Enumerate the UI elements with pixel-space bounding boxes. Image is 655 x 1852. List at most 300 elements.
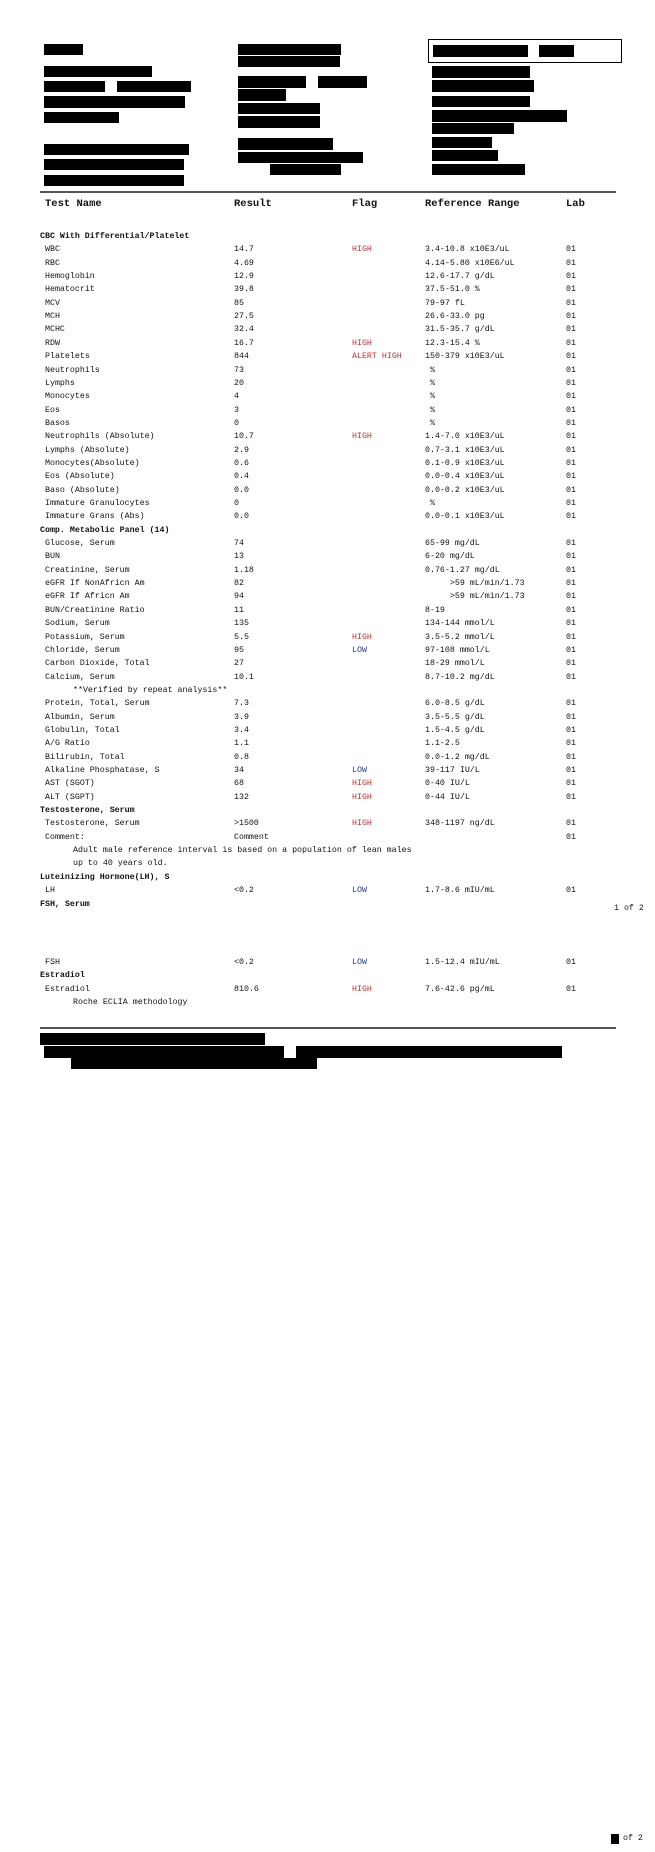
col-header-lab: Lab — [566, 198, 585, 210]
result-value: Comment — [234, 832, 269, 842]
reference-range: 8.7-10.2 mg/dL — [425, 672, 495, 682]
test-name: MCH — [45, 312, 60, 322]
lab-code: 01 — [566, 458, 576, 468]
section-title: Luteinizing Hormone(LH), S — [40, 872, 170, 882]
lab-code: 01 — [566, 552, 576, 562]
note-text: **Verified by repeat analysis** — [73, 685, 228, 695]
result-row — [40, 243, 640, 256]
test-name: Platelets — [45, 352, 90, 362]
result-value: 11 — [234, 605, 244, 615]
result-value: 3.9 — [234, 712, 249, 722]
lab-code: 01 — [566, 752, 576, 762]
lab-code: 01 — [566, 766, 576, 775]
reference-range: 97-108 mmol/L — [425, 645, 490, 655]
result-value: 0.8 — [234, 752, 249, 762]
test-name: Immature Grans (Abs) — [45, 512, 145, 522]
lab-code: 01 — [566, 258, 576, 268]
lab-code: 01 — [566, 325, 576, 335]
result-value: 68 — [234, 779, 244, 789]
redacted-block — [238, 56, 340, 67]
test-name: Globulin, Total — [45, 725, 120, 735]
reference-range: 0.0-1.2 mg/dL — [425, 752, 490, 762]
lab-code: 01 — [566, 312, 576, 322]
result-row — [40, 270, 640, 283]
lab-code: 01 — [566, 472, 576, 482]
reference-range: 0.0-0.2 x10E3/uL — [425, 485, 505, 495]
flag-value: HIGH — [352, 245, 372, 255]
test-name: Neutrophils (Absolute) — [45, 432, 155, 442]
result-value: 20 — [234, 378, 244, 388]
result-row — [40, 657, 640, 670]
flag-value: LOW — [352, 958, 367, 967]
redacted-block — [238, 89, 286, 101]
reference-range: 6-20 mg/dL — [425, 552, 475, 562]
page-marker-1: 1 of 2 — [614, 904, 644, 913]
reference-range: 150-379 x10E3/uL — [425, 352, 505, 362]
result-row — [40, 697, 640, 710]
lab-code: 01 — [566, 725, 576, 735]
flag-value: HIGH — [352, 432, 372, 442]
redacted-block — [432, 110, 567, 122]
reference-range: 0.0-0.4 x10E3/uL — [425, 472, 505, 482]
test-name: Eos (Absolute) — [45, 472, 115, 482]
test-name: Basos — [45, 418, 70, 428]
redacted-block — [238, 76, 306, 88]
result-value: 1.18 — [234, 565, 254, 575]
reference-range: 79-97 fL — [425, 298, 465, 308]
reference-range: % — [425, 365, 435, 375]
result-row — [40, 497, 640, 510]
test-name: Monocytes(Absolute) — [45, 458, 140, 468]
result-value: 810.6 — [234, 984, 259, 994]
lab-code: 01 — [566, 886, 576, 896]
test-name: Hematocrit — [45, 285, 95, 295]
lab-code: 01 — [566, 392, 576, 402]
lab-code: 01 — [566, 645, 576, 655]
result-row — [40, 350, 640, 363]
redacted-block — [44, 96, 185, 108]
result-row — [40, 310, 640, 323]
footer-divider — [40, 1027, 616, 1029]
redacted-block — [44, 44, 83, 55]
result-row — [40, 537, 640, 550]
test-name: Protein, Total, Serum — [45, 699, 150, 709]
redacted-block — [432, 80, 534, 92]
lab-code: 01 — [566, 298, 576, 308]
col-header-reference-range: Reference Range — [425, 198, 520, 210]
result-value: 95 — [234, 645, 244, 655]
flag-value: ALERT HIGH — [352, 352, 402, 362]
result-row — [40, 550, 640, 563]
result-value: 12.9 — [234, 272, 254, 282]
redacted-block — [238, 116, 320, 128]
result-value: 0.6 — [234, 458, 249, 468]
lab-code: 01 — [566, 792, 576, 802]
result-row — [40, 404, 640, 417]
reference-range: 39-117 IU/L — [425, 766, 480, 775]
redacted-block — [318, 76, 367, 88]
test-name: AST (SGOT) — [45, 779, 95, 789]
test-name: Alkaline Phosphatase, S — [45, 766, 160, 775]
result-row — [40, 604, 640, 617]
test-name: Chloride, Serum — [45, 645, 120, 655]
result-value: 7.3 — [234, 699, 249, 709]
lab-code: 01 — [566, 352, 576, 362]
reference-range: 18-29 mmol/L — [425, 659, 485, 669]
reference-range: % — [425, 405, 435, 415]
reference-range: 0-40 IU/L — [425, 779, 470, 789]
result-row — [40, 644, 640, 657]
result-row — [40, 484, 640, 497]
section-heading — [40, 524, 640, 537]
lab-code: 01 — [566, 632, 576, 642]
test-name: Albumin, Serum — [45, 712, 115, 722]
lab-code: 01 — [566, 365, 576, 375]
test-name: LH — [45, 886, 55, 896]
test-name: ALT (SGPT) — [45, 792, 95, 802]
test-name: Lymphs (Absolute) — [45, 445, 130, 455]
lab-code: 01 — [566, 512, 576, 522]
result-row — [40, 377, 640, 390]
result-value: 27 — [234, 659, 244, 669]
result-row — [40, 510, 640, 523]
reference-range: >59 mL/min/1.73 — [425, 592, 525, 602]
result-row — [40, 817, 640, 830]
redacted-block — [238, 152, 363, 163]
lab-code: 01 — [566, 499, 576, 508]
result-row — [40, 337, 640, 350]
reference-range: 65-99 mg/dL — [425, 539, 480, 549]
reference-range: % — [425, 418, 435, 428]
lab-code: 01 — [566, 565, 576, 575]
reference-range: 3.5-5.5 g/dL — [425, 712, 485, 722]
result-value: 14.7 — [234, 245, 254, 255]
lab-code: 01 — [566, 245, 576, 255]
redacted-block — [44, 112, 119, 123]
reference-range: 0.7-3.1 x10E3/uL — [425, 445, 505, 455]
redacted-block — [238, 138, 333, 150]
reference-range: 7.6-42.6 pg/mL — [425, 984, 495, 994]
note-row — [40, 844, 640, 857]
result-value: 4 — [234, 392, 239, 402]
reference-range: % — [425, 378, 435, 388]
note-row — [40, 996, 640, 1009]
flag-value: HIGH — [352, 984, 372, 994]
flag-value: LOW — [352, 886, 367, 896]
result-value: 3 — [234, 405, 239, 415]
reference-range: 134-144 mmol/L — [425, 619, 495, 629]
redacted-block — [432, 123, 514, 134]
note-row — [40, 684, 640, 697]
reference-range: 0.0-0.1 x10E3/uL — [425, 512, 505, 522]
redacted-block — [44, 81, 105, 92]
result-row — [40, 884, 640, 897]
redacted-block — [238, 103, 320, 114]
test-name: A/G Ratio — [45, 739, 90, 749]
test-name: Baso (Absolute) — [45, 485, 120, 495]
result-value: <0.2 — [234, 886, 254, 896]
section-title: FSH, Serum — [40, 899, 90, 909]
redacted-block — [117, 81, 191, 92]
result-value: 85 — [234, 298, 244, 308]
result-row — [40, 390, 640, 403]
note-row — [40, 857, 640, 870]
section-heading — [40, 804, 640, 817]
result-row — [40, 737, 640, 750]
note-text: up to 40 years old. — [73, 859, 168, 869]
test-name: eGFR If NonAfricn Am — [45, 579, 145, 589]
note-text: Adult male reference interval is based on a population of lean males — [73, 846, 412, 856]
result-value: 0.0 — [234, 512, 249, 522]
test-name: Lymphs — [45, 378, 75, 388]
result-row — [40, 671, 640, 684]
reference-range: 26.6-33.0 pg — [425, 312, 485, 322]
reference-range: 37.5-51.0 % — [425, 285, 480, 295]
lab-code: 01 — [566, 485, 576, 495]
test-name: Hemoglobin — [45, 272, 95, 282]
redacted-block — [71, 1058, 317, 1069]
result-row — [40, 751, 640, 764]
result-value: 844 — [234, 352, 249, 362]
test-name: Bilirubin, Total — [45, 752, 125, 762]
test-name: BUN — [45, 552, 60, 562]
reference-range: 1.5-4.5 g/dL — [425, 725, 485, 735]
result-row — [40, 470, 640, 483]
test-name: Monocytes — [45, 392, 90, 402]
reference-range: % — [425, 392, 435, 402]
lab-code: 01 — [566, 672, 576, 682]
test-name: MCHC — [45, 325, 65, 335]
lab-code: 01 — [566, 418, 576, 428]
reference-range: 1.5-12.4 mIU/mL — [425, 958, 500, 967]
redacted-block — [238, 44, 341, 55]
flag-value: LOW — [352, 766, 367, 775]
result-row — [40, 724, 640, 737]
result-row — [40, 457, 640, 470]
redacted-block — [44, 66, 152, 77]
lab-code: 01 — [566, 272, 576, 282]
lab-code: 01 — [566, 739, 576, 749]
result-value: 5.5 — [234, 632, 249, 642]
result-value: 32.4 — [234, 325, 254, 335]
result-value: 4.69 — [234, 258, 254, 268]
redacted-block — [40, 1033, 265, 1045]
section-title: Comp. Metabolic Panel (14) — [40, 525, 170, 535]
result-row — [40, 791, 640, 804]
col-header-test-name: Test Name — [45, 198, 102, 210]
result-value: 2.9 — [234, 445, 249, 455]
test-name: BUN/Creatinine Ratio — [45, 605, 145, 615]
redacted-block — [270, 164, 341, 175]
reference-range: 3.5-5.2 mmol/L — [425, 632, 495, 642]
lab-code: 01 — [566, 579, 576, 589]
lab-code: 01 — [566, 592, 576, 602]
result-row — [40, 257, 640, 270]
lab-code: 01 — [566, 405, 576, 415]
lab-code: 01 — [566, 779, 576, 789]
reference-range: 0-44 IU/L — [425, 792, 470, 802]
reference-range: 1.1-2.5 — [425, 739, 460, 749]
test-name: MCV — [45, 298, 60, 308]
reference-range: 3.4-10.8 x10E3/uL — [425, 245, 510, 255]
reference-range: 348-1197 ng/dL — [425, 819, 495, 829]
lab-code: 01 — [566, 338, 576, 348]
header-divider — [40, 191, 616, 193]
result-row — [40, 983, 640, 996]
result-value: 3.4 — [234, 725, 249, 735]
test-name: Potassium, Serum — [45, 632, 125, 642]
lab-code: 01 — [566, 819, 576, 829]
test-name: WBC — [45, 245, 60, 255]
lab-code: 01 — [566, 659, 576, 669]
section-heading — [40, 969, 640, 982]
test-name: RDW — [45, 338, 60, 348]
redacted-block — [433, 45, 528, 57]
page-marker-2: of 2 — [623, 1834, 643, 1843]
redacted-block — [44, 144, 189, 155]
redacted-block — [611, 1834, 619, 1844]
result-value: 74 — [234, 539, 244, 549]
section-heading — [40, 871, 640, 884]
reference-range: 4.14-5.80 x10E6/uL — [425, 258, 515, 268]
result-value: 39.8 — [234, 285, 254, 295]
flag-value: HIGH — [352, 632, 372, 642]
result-value: 1.1 — [234, 739, 249, 749]
lab-code: 01 — [566, 539, 576, 549]
test-name: Testosterone, Serum — [45, 819, 140, 829]
flag-value: HIGH — [352, 338, 372, 348]
result-value: <0.2 — [234, 958, 254, 967]
lab-code: 01 — [566, 432, 576, 442]
section-title: Testosterone, Serum — [40, 806, 135, 816]
note-text: Roche ECLIA methodology — [73, 998, 188, 1008]
lab-code: 01 — [566, 712, 576, 722]
test-name: Estradiol — [45, 984, 90, 994]
test-name: eGFR If Africn Am — [45, 592, 130, 602]
flag-value: HIGH — [352, 819, 372, 829]
flag-value: HIGH — [352, 779, 372, 789]
redacted-block — [432, 150, 498, 161]
redacted-block — [432, 66, 530, 78]
test-name: Carbon Dioxide, Total — [45, 659, 150, 669]
redacted-block — [44, 175, 184, 186]
col-header-flag: Flag — [352, 198, 378, 210]
lab-code: 01 — [566, 445, 576, 455]
section-title: CBC With Differential/Platelet — [40, 232, 190, 241]
lab-code: 01 — [566, 699, 576, 709]
result-row — [40, 577, 640, 590]
reference-range: 12.3-15.4 % — [425, 338, 480, 348]
result-value: 10.1 — [234, 672, 254, 682]
test-name: Creatinine, Serum — [45, 565, 130, 575]
result-row — [40, 956, 640, 969]
lab-code: 01 — [566, 285, 576, 295]
result-value: 10.7 — [234, 432, 254, 442]
flag-value: LOW — [352, 645, 367, 655]
result-value: 13 — [234, 552, 244, 562]
reference-range: 8-19 — [425, 605, 445, 615]
lab-code: 01 — [566, 984, 576, 994]
result-value: 82 — [234, 579, 244, 589]
reference-range: 1.4-7.0 x10E3/uL — [425, 432, 505, 442]
result-row — [40, 417, 640, 430]
section-title: Estradiol — [40, 971, 85, 981]
redacted-block — [539, 45, 574, 57]
result-value: 16.7 — [234, 338, 254, 348]
result-row — [40, 444, 640, 457]
reference-range: 0.76-1.27 mg/dL — [425, 565, 500, 575]
reference-range: 0.1-0.9 x10E3/uL — [425, 458, 505, 468]
section-heading — [40, 230, 640, 243]
redacted-block — [296, 1046, 562, 1058]
result-row — [40, 297, 640, 310]
result-value: 27.5 — [234, 312, 254, 322]
result-row — [40, 764, 640, 777]
result-value: 132 — [234, 792, 249, 802]
result-row — [40, 430, 640, 443]
result-value: 0 — [234, 418, 239, 428]
result-value: 135 — [234, 619, 249, 629]
result-row — [40, 831, 640, 844]
lab-code: 01 — [566, 832, 576, 842]
result-row — [40, 617, 640, 630]
redacted-block — [432, 137, 492, 148]
test-name: Calcium, Serum — [45, 672, 115, 682]
test-name: Glucose, Serum — [45, 539, 115, 549]
reference-range: % — [425, 499, 435, 508]
redacted-block — [44, 159, 184, 170]
result-row — [40, 364, 640, 377]
result-row — [40, 631, 640, 644]
result-row — [40, 564, 640, 577]
result-value: >1500 — [234, 819, 259, 829]
redacted-block — [432, 96, 530, 107]
lab-code: 01 — [566, 378, 576, 388]
lab-code: 01 — [566, 958, 576, 967]
result-row — [40, 283, 640, 296]
result-value: 94 — [234, 592, 244, 602]
section-heading — [40, 898, 640, 911]
result-row — [40, 777, 640, 790]
test-name: Immature Granulocytes — [45, 499, 150, 508]
result-row — [40, 590, 640, 603]
reference-range: 1.7-8.6 mIU/mL — [425, 886, 495, 896]
result-value: 0.4 — [234, 472, 249, 482]
result-value: 73 — [234, 365, 244, 375]
lab-code: 01 — [566, 619, 576, 629]
test-name: Neutrophils — [45, 365, 100, 375]
lab-code: 01 — [566, 605, 576, 615]
result-row — [40, 711, 640, 724]
test-name: FSH — [45, 958, 60, 967]
result-row — [40, 323, 640, 336]
result-value: 0 — [234, 499, 239, 508]
result-value: 34 — [234, 766, 244, 775]
reference-range: >59 mL/min/1.73 — [425, 579, 525, 589]
test-name: Comment: — [45, 832, 85, 842]
test-name: Eos — [45, 405, 60, 415]
test-name: RBC — [45, 258, 60, 268]
flag-value: HIGH — [352, 792, 372, 802]
test-name: Sodium, Serum — [45, 619, 110, 629]
result-value: 0.0 — [234, 485, 249, 495]
redacted-block — [432, 164, 525, 175]
col-header-result: Result — [234, 198, 272, 210]
reference-range: 12.6-17.7 g/dL — [425, 272, 495, 282]
redacted-block — [44, 1046, 284, 1058]
reference-range: 6.0-8.5 g/dL — [425, 699, 485, 709]
reference-range: 31.5-35.7 g/dL — [425, 325, 495, 335]
